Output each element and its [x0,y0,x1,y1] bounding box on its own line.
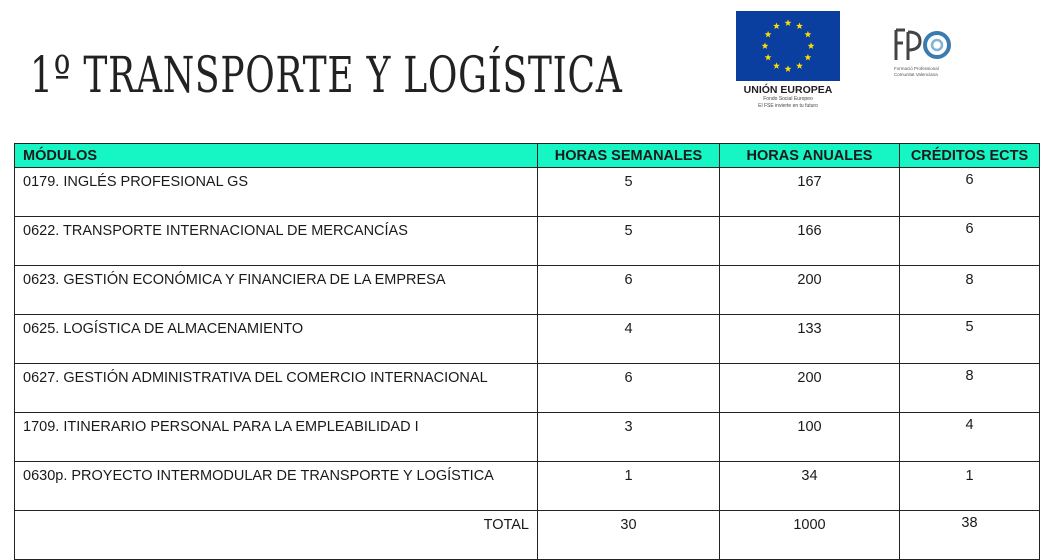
annual-hours: 167 [720,168,900,217]
ects-credits: 6 [900,168,1040,217]
ects-credits: 6 [900,217,1040,266]
module-name: 0627. GESTIÓN ADMINISTRATIVA DEL COMERCIO INTERNACIONAL [15,364,538,413]
page-title: 1º TRANSPORTE Y LOGÍSTICA [30,46,623,104]
fpcv-logo-icon [890,26,960,66]
fpcv-logo [890,26,960,78]
weekly-hours: 4 [538,315,720,364]
table-header-row [15,144,1040,168]
weekly-hours: 5 [538,217,720,266]
eu-name: UNIÓN EUROPEA [743,84,833,96]
weekly-hours: 1 [538,462,720,511]
module-name: 0623. GESTIÓN ECONÓMICA Y FINANCIERA DE LA EMPRESA [15,266,538,315]
annual-hours: 200 [720,364,900,413]
annual-hours: 133 [720,315,900,364]
fpcv-line2: Comunitat Valenciana [894,72,938,77]
table-row [15,266,1040,315]
table-row [15,462,1040,511]
annual-hours: 166 [720,217,900,266]
header-modulos: MÓDULOS [15,144,538,168]
ects-credits: 8 [900,364,1040,413]
annual-hours: 200 [720,266,900,315]
table-row [15,315,1040,364]
eu-flag-icon [736,11,840,81]
modules-table [14,143,1040,560]
total-weekly-hours: 30 [538,511,720,560]
ects-credits: 4 [900,413,1040,462]
eu-fund: Fondo Social Europeo [763,96,813,102]
ects-credits: 1 [900,462,1040,511]
table-row [15,364,1040,413]
module-name: 1709. ITINERARIO PERSONAL PARA LA EMPLEABILIDAD I [15,413,538,462]
table-row [15,413,1040,462]
ects-credits: 8 [900,266,1040,315]
weekly-hours: 5 [538,168,720,217]
annual-hours: 100 [720,413,900,462]
ects-credits: 5 [900,315,1040,364]
weekly-hours: 6 [538,364,720,413]
header-creditos-ects: CRÉDITOS ECTS [900,144,1040,168]
table-total-row [15,511,1040,560]
module-name: 0630p. PROYECTO INTERMODULAR DE TRANSPORTE Y LOGÍSTICA [15,462,538,511]
total-ects-credits: 38 [900,511,1040,560]
module-name: 0625. LOGÍSTICA DE ALMACENAMIENTO [15,315,538,364]
header-horas-semanales: HORAS SEMANALES [538,144,720,168]
eu-slogan: El FSE invierte en tu futuro [758,103,818,109]
fpcv-line1: Formació Professional [894,66,939,71]
annual-hours: 34 [720,462,900,511]
total-annual-hours: 1000 [720,511,900,560]
module-name: 0622. TRANSPORTE INTERNACIONAL DE MERCANCÍAS [15,217,538,266]
module-name: 0179. INGLÉS PROFESIONAL GS [15,168,538,217]
header-horas-anuales: HORAS ANUALES [720,144,900,168]
weekly-hours: 6 [538,266,720,315]
total-label: TOTAL [15,511,538,560]
weekly-hours: 3 [538,413,720,462]
eu-logo [736,11,840,110]
table-row [15,168,1040,217]
table-row [15,217,1040,266]
